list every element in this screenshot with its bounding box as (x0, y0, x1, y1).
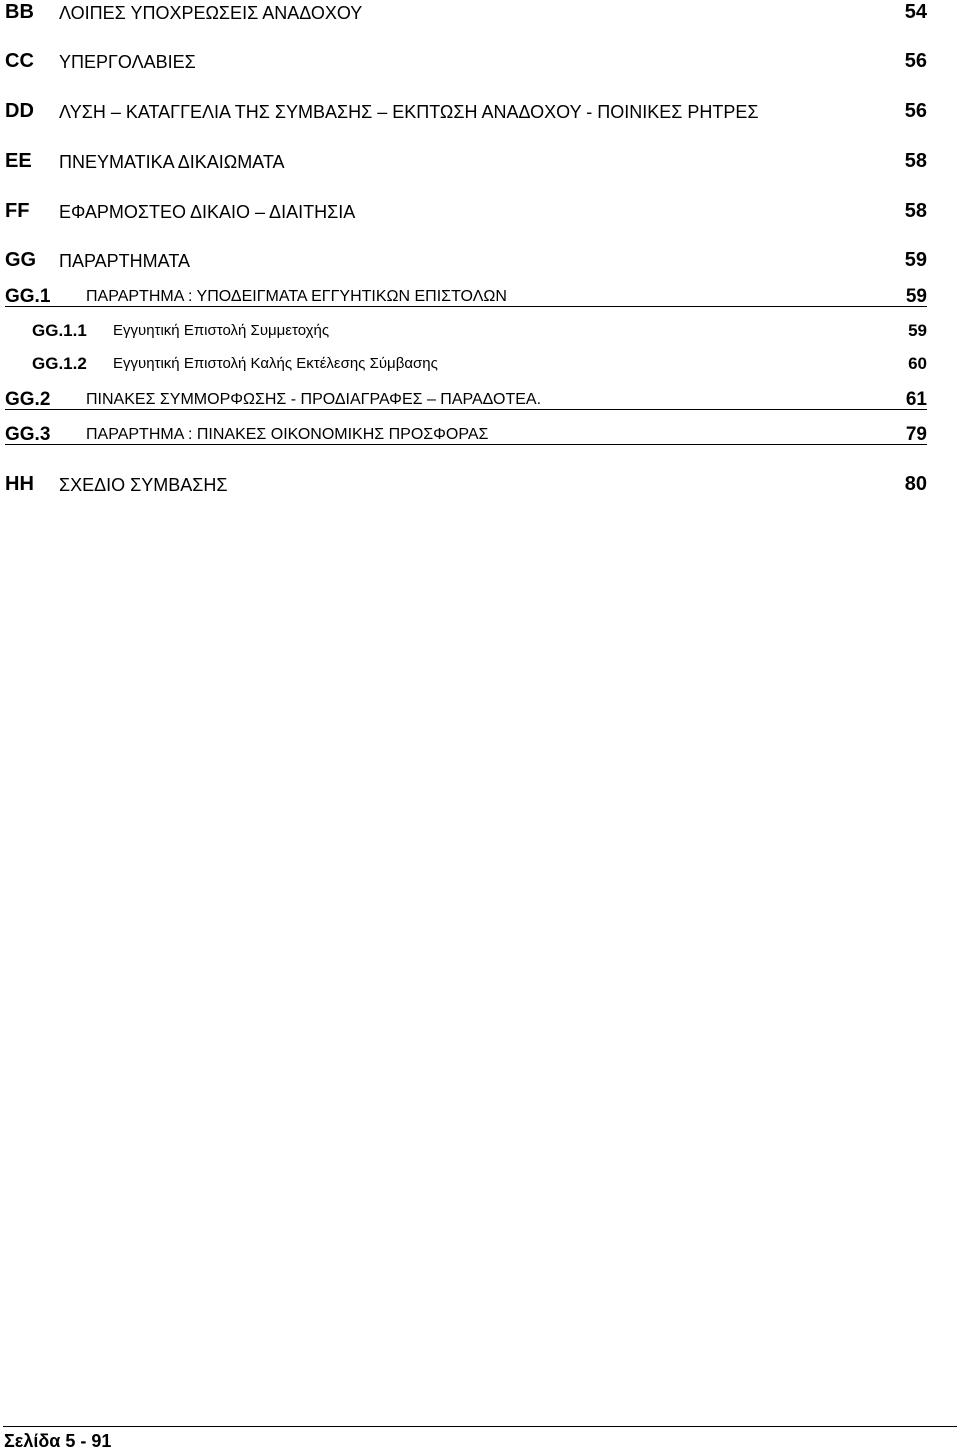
underline-rule (5, 409, 927, 410)
toc-entry-page: 79 (905, 424, 927, 445)
toc-entry-title: ΣΧΕΔΙΟ ΣΥΜΒΑΣΗΣ (59, 475, 228, 495)
toc-entry-code: FF (5, 200, 30, 222)
toc-entry-code: GG.2 (5, 389, 51, 410)
toc-entry-title: ΠΑΡΑΡΤΗΜΑ : ΠΙΝΑΚΕΣ ΟΙΚΟΝΟΜΙΚΗΣ ΠΡΟΣΦΟΡΑΣ (86, 426, 489, 443)
toc-entry-code: EE (5, 150, 32, 172)
toc-entry-title: ΠΝΕΥΜΑΤΙΚΑ ΔΙΚΑΙΩΜΑΤΑ (59, 152, 285, 172)
toc-entry-page: 60 (908, 354, 927, 373)
toc-entry-title: ΕΦΑΡΜΟΣΤΕΟ ΔΙΚΑΙΟ – ΔΙΑΙΤΗΣΙΑ (59, 202, 356, 222)
footer-page-number: Σελίδα 5 - 91 (4, 1431, 112, 1451)
toc-entry-code: BB (5, 1, 34, 23)
toc-entry-title: Εγγυητική Επιστολή Καλής Εκτέλεσης Σύμβασης (113, 355, 438, 372)
toc-entry-code: DD (5, 100, 34, 122)
toc-entry-page: 56 (904, 100, 927, 122)
toc-entry-page: 59 (908, 321, 927, 340)
toc-entry-page: 58 (904, 200, 927, 222)
toc-entry-code: GG.1.2 (32, 354, 87, 373)
toc-entry-code: GG.3 (5, 424, 51, 445)
toc-entry-page: 59 (904, 249, 927, 271)
toc-entry-code: GG (5, 249, 37, 271)
toc-entry-title: ΠΙΝΑΚΕΣ ΣΥΜΜΟΡΦΩΣΗΣ - ΠΡΟΔΙΑΓΡΑΦΕΣ – ΠΑΡΑΔΟΤΕΑ. (86, 391, 542, 408)
toc-entry-title: ΥΠΕΡΓΟΛΑΒΙΕΣ (59, 52, 196, 72)
toc-entry-page: 61 (905, 389, 927, 410)
toc-entry-title: ΠΑΡΑΡΤΗΜΑ : ΥΠΟΔΕΙΓΜΑΤΑ ΕΓΓΥΗΤΙΚΩΝ ΕΠΙΣΤΟΛΩΝ (86, 288, 507, 305)
underline-rule (5, 444, 927, 445)
footer-divider (3, 1426, 957, 1427)
toc-entry-title: Εγγυητική Επιστολή Συμμετοχής (113, 322, 330, 339)
toc-entry-title: ΛΟΙΠΕΣ ΥΠΟΧΡΕΩΣΕΙΣ ΑΝΑΔΟΧΟΥ (59, 3, 363, 23)
underline-rule (5, 306, 927, 307)
toc-entry-code: CC (5, 50, 34, 72)
toc-entry-code: GG.1 (5, 286, 51, 307)
toc-entry-page: 80 (904, 473, 927, 495)
toc-entry-title: ΠΑΡΑΡΤΗΜΑΤΑ (59, 251, 191, 271)
toc-entry-code: HH (5, 473, 34, 495)
toc-entry-code: GG.1.1 (32, 321, 87, 340)
toc-entry-page: 56 (904, 50, 927, 72)
toc-entry-page: 54 (904, 1, 927, 23)
toc-entry-page: 58 (904, 150, 927, 172)
toc-entry-title: ΛΥΣΗ – ΚΑΤΑΓΓΕΛΙΑ ΤΗΣ ΣΥΜΒΑΣΗΣ – ΕΚΠΤΩΣΗ ΑΝΑΔΟΧΟΥ - ΠΟΙΝΙΚΕΣ ΡΗΤΡΕΣ (59, 102, 759, 122)
toc-entry-page: 59 (905, 286, 927, 307)
